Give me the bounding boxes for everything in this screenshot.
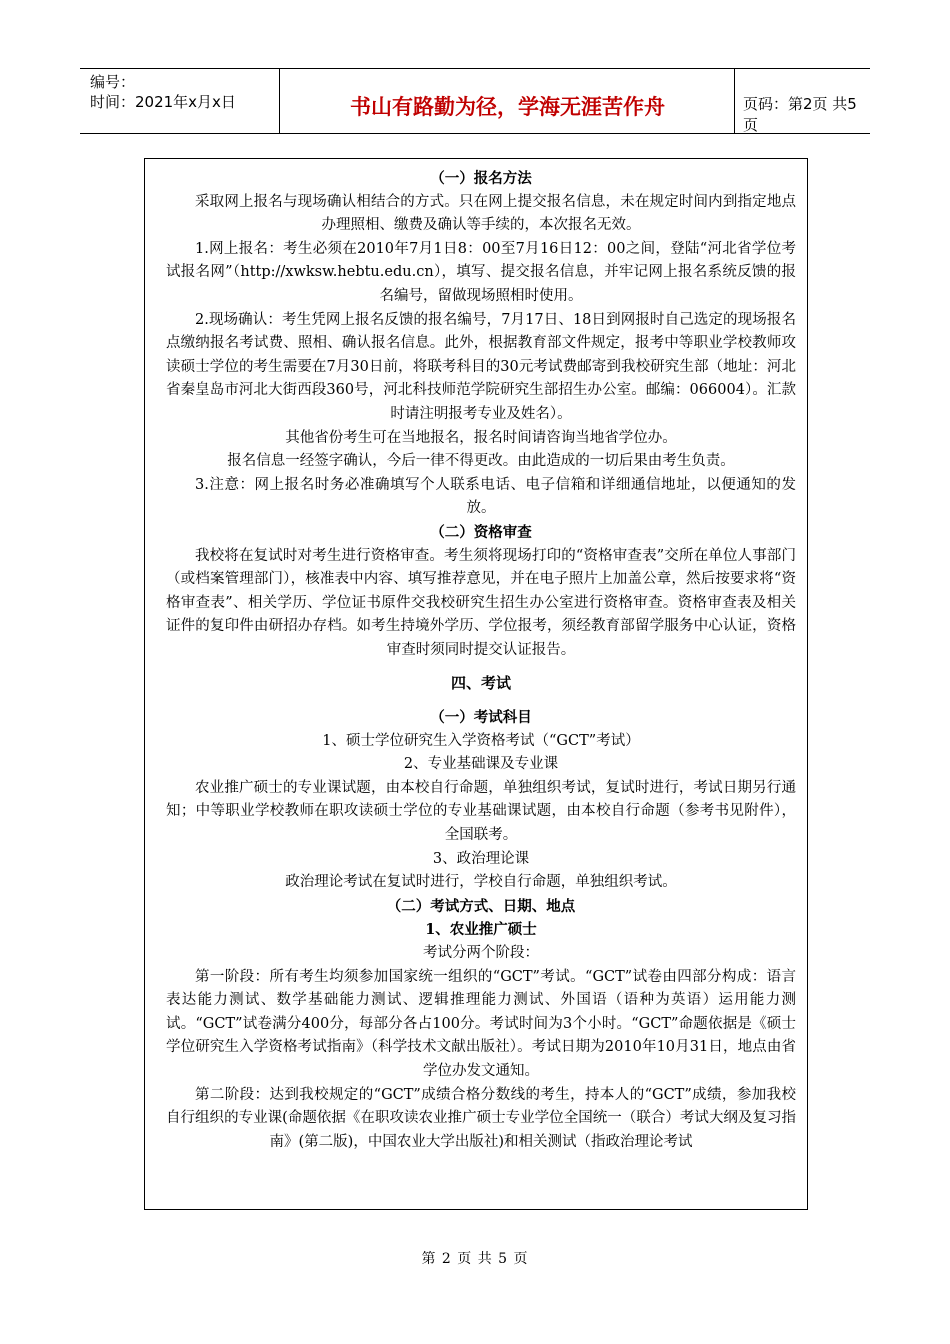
list-item: 3、政治理论课 (432, 850, 530, 867)
page-footer: 第 2 页 共 5 页 (421, 1251, 529, 1267)
section-title-registration: （一）报名方法 (430, 170, 532, 187)
paragraph: 1.网上报名：考生必须在2010年7月1日8：00至7月16日12：00之间，登陆“河北省学位考试报名网”（http://xwksw.hebtu.edu.cn），填写、提交报名信息，并牢记网上报名系统反馈的报名编号，留做现场照相时使用。 (166, 240, 796, 304)
paragraph: 第一阶段：所有考生均须参加国家统一组织的“GCT”考试。“GCT”试卷由四部分构成：语言表达能力测试、数学基础能力测试、逻辑推理能力测试、外国语（语种为英语）运用能力测试。“GCT”试卷满分400分，每部分各占100分。考试时间为3个小时。“GCT”命题依据是《硕士学位研究生入学资格考试指南》（科学技术文献出版社）。考试日期为2010年10月31日，地点由省学位办发文通知。 (166, 968, 796, 1079)
paragraph: 3.注意：网上报名时务必准确填写个人联系电话、电子信箱和详细通信地址，以便通知的发放。 (195, 476, 796, 517)
header-page-cell (735, 69, 870, 133)
doc-number-label: 编号： (90, 73, 136, 91)
paragraph: 第二阶段：达到我校规定的“GCT”成绩合格分数线的考生，持本人的“GCT”成绩，参加我校自行组织的专业课(命题依据《在职攻读农业推广硕士专业学位全国统一（联合）考试大纲及复习指南》(第二版)，中国农业大学出版社)和相关测试（指政治理论考试 (166, 1086, 796, 1150)
section-title-qualification: （二）资格审查 (430, 523, 532, 541)
paragraph: 报名信息一经签字确认，今后一律不得更改。由此造成的一切后果由考生负责。 (227, 453, 735, 470)
list-item: 2、专业基础课及专业课 (403, 756, 559, 773)
header-motto: 书山有路勤为径，学海无涯苦作舟 (350, 95, 665, 119)
doc-time-label: 时间：2021年x月x日 (90, 93, 236, 111)
paragraph: 我校将在复试时对考生进行资格审查。考生须将现场打印的“资格审查表”交所在单位人事部门（或档案管理部门），核准表中内容、填写推荐意见，并在电子照片上加盖公章，然后按要求将“资格审查表”、相关学历、学位证书原件交我校研究生招生办公室进行资格审查。资格审查表及相关证件的复印件由研招办存档。如考生持境外学历、学位报考，须经教育部留学服务中心认证，资格审查时须同时提交认证报告。 (166, 547, 796, 658)
header-motto-cell (280, 69, 735, 133)
chapter-title-exam: 四、考试 (450, 674, 511, 693)
list-item: 1、硕士学位研究生入学资格考试（“GCT”考试） (322, 732, 640, 749)
paragraph: 2.现场确认：考生凭网上报名反馈的报名编号，7月17日、18日到网报时自己选定的现场报名点缴纳报名考试费、照相、确认报名信息。此外，根据教育部文件规定，报考中等职业学校教师攻读硕士学位的考生需要在7月30日前，将联考科目的30元考试费邮寄到我校研究生部（地址：河北省秦皇岛市河北大街西段360号，河北科技师范学院研究生部招生办公室。邮编：066004）。汇款时请注明报考专业及姓名）。 (166, 311, 796, 422)
section-title-exam-method: （二）考试方式、日期、地点 (386, 897, 576, 915)
paragraph: 其他省份考生可在当地报名，报名时间请咨询当地省学位办。 (285, 429, 677, 446)
content-body (166, 167, 796, 1154)
header-page-label: 页码：第2页 共5页 (743, 95, 857, 134)
content-frame (144, 158, 808, 1210)
header-meta-cell (80, 69, 280, 133)
page-header (80, 68, 870, 134)
paragraph: 采取网上报名与现场确认相结合的方式。只在网上提交报名信息，未在规定时间内到指定地点办理照相、缴费及确认等手续的，本次报名无效。 (195, 193, 796, 234)
paragraph: 政治理论考试在复试时进行，学校自行命题，单独组织考试。 (285, 874, 677, 891)
paragraph: 农业推广硕士的专业课试题，由本校自行命题，单独组织考试，复试时进行，考试日期另行通知；中等职业学校教师在职攻读硕士学位的专业基础课试题，由本校自行命题（参考书见附件），全国联考。 (166, 779, 796, 844)
paragraph: 考试分两个阶段： (423, 945, 539, 961)
section-title-subjects: （一）考试科目 (430, 709, 532, 727)
subsection-title: 1、农业推广硕士 (425, 921, 537, 939)
